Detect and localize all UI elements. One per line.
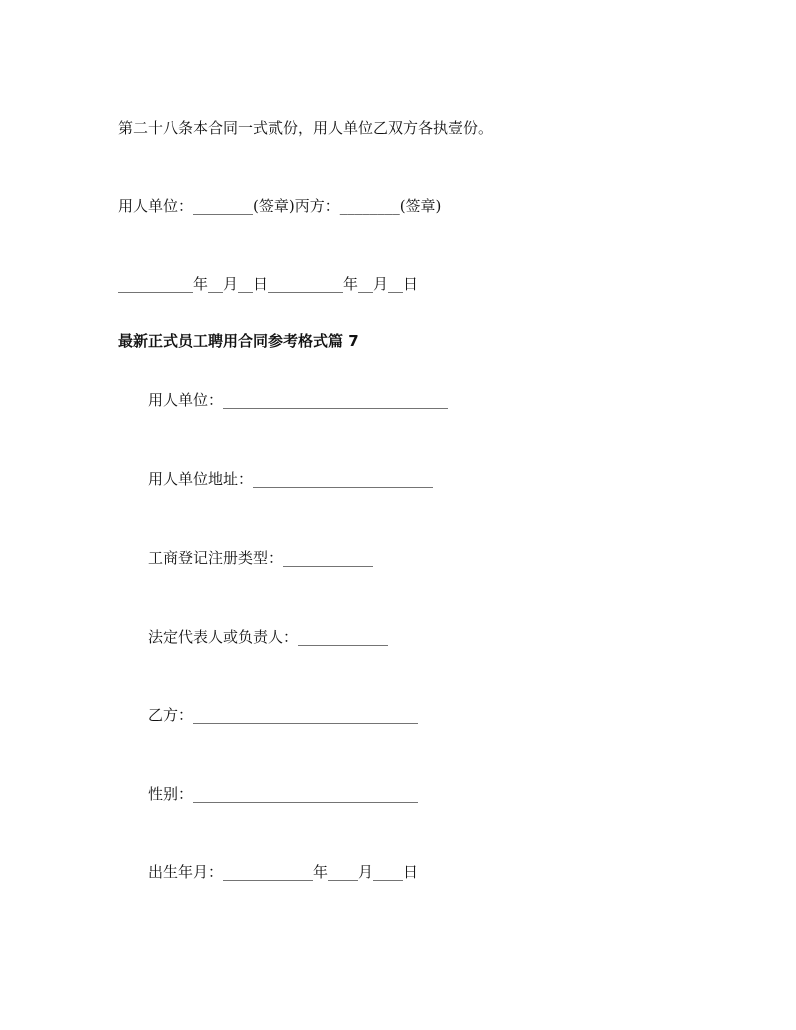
date-line: __________年__月__日__________年__月__日 (118, 275, 419, 293)
gender-field: 性别：______________________________ (148, 785, 419, 803)
legal-representative-field: 法定代表人或负责人：____________ (148, 628, 389, 646)
birth-date-field: 出生年月：____________年____月____日 (148, 863, 419, 881)
section-heading: 最新正式员工聘用合同参考格式篇 7 (118, 332, 359, 350)
employer-field: 用人单位：______________________________ (148, 391, 449, 409)
party-b-field: 乙方：______________________________ (148, 706, 419, 724)
employer-address-field: 用人单位地址：________________________ (148, 470, 434, 488)
business-registration-type-field: 工商登记注册类型：____________ (148, 549, 374, 567)
signature-line: 用人单位：________(签章)丙方：________(签章) (118, 197, 442, 215)
clause-28-text: 第二十八条本合同一式贰份，用人单位乙双方各执壹份。 (118, 119, 494, 137)
